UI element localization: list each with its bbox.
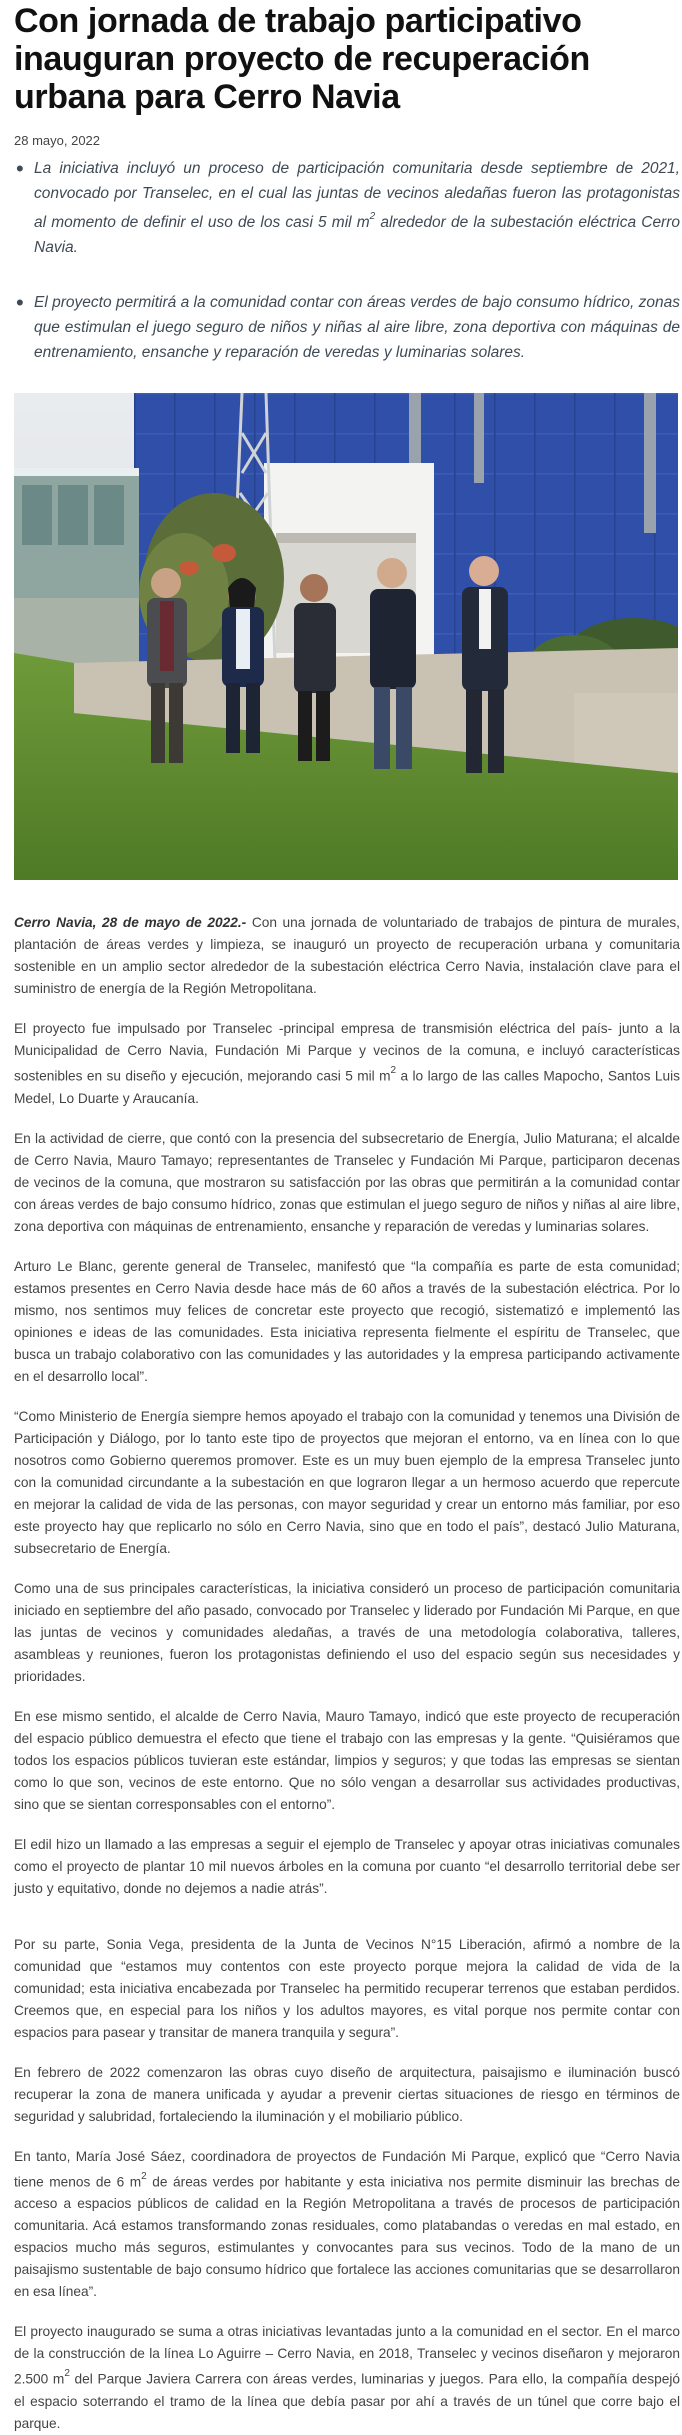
paragraph: Por su parte, Sonia Vega, presidenta de la Junta de Vecinos N°15 Liberación, afirmó a nombre de la comunidad que “estamos muy contentos con este proyecto porque mejora la calidad de vida de la comunidad; esta iniciativa encabezada por Transelec ha permitido recuperar terrenos que estaban perdidos. Creemos que, en especial para los niños y los adultos mayores, es vital porque nos permite contar con espacios para pasear y transitar de manera tranquila y segura”. xyxy=(14,1936,680,2040)
article-date: 28 mayo, 2022 xyxy=(14,133,101,148)
paragraph: El proyecto inaugurado se suma a otras iniciativas levantadas junto a la comunidad en el sector. En el marco de la construcción de la línea Lo Aguirre – Cerro Navia, en 2018, Transelec y vecinos diseñaron y mejoraron 2.500 $m^2$ del Parque Javiera Carrera con áreas verdes, luminarias y juegos. Para ello, la compañía despejó el espacio soterrando el tramo de la línea que debía pasar por ahí a través de un túnel que corre bajo el parque. xyxy=(14,2324,680,2431)
paragraph: “Como Ministerio de Energía siempre hemos apoyado el trabajo con la comunidad y tenemos una División de Participación y Diálogo, por lo tanto este tipo de proyectos que mejoran el entorno, va en línea con lo que nosotros como Gobierno queremos promover. Este es un muy buen ejemplo de la empresa Transelec junto con la comunidad circundante a la subestación en que lograron llegar a un hermoso acuerdo que repercute en mejorar la calidad de vida de las personas, con mayor seguridad y crear un entorno más familiar, por eso este proyecto hay que replicarlo no sólo en Cerro Navia, sino que en todo el país”, destacó Julio Maturana, subsecretario de Energía. xyxy=(14,1408,680,1556)
paragraph: El edil hizo un llamado a las empresas a seguir el ejemplo de Transelec y apoyar otras iniciativas comunales como el proyecto de plantar 10 mil nuevos árboles en la comuna por cuanto “el desarrollo territorial debe ser justo y equitativo, donde no dejemos a nadie atrás”. xyxy=(14,1836,680,1896)
paragraph: En febrero de 2022 comenzaron las obras cuyo diseño de arquitectura, paisajismo e iluminación buscó recuperar la zona de manera unificada y ayudar a prevenir ciertas situaciones de riesgo en términos de seguridad y salubridad, fortaleciendo la iluminación y el mobiliario público. xyxy=(14,2064,680,2124)
article-photo xyxy=(14,393,678,880)
paragraph: Arturo Le Blanc, gerente general de Transelec, manifestó que “la compañía es parte de esta comunidad; estamos presentes en Cerro Navia desde hace más de 60 años a través de la subestación eléctrica. Por lo mismo, nos sentimos muy felices de concretar este proyecto que recogió, sistematizó e implementó las opiniones e ideas de las comunidades. Esta iniciativa representa fielmente el espíritu de Transelec, que busca un trabajo colaborativo con las comunidades y las autoridades y la empresa participando activamente en el desarrollo local”. xyxy=(14,1258,680,1384)
summary-bullet: • La iniciativa incluyó un proceso de participación comunitaria desde septiembre de 2021, convocado por Transelec, en el cual las juntas de vecinos aledañas fueron las protagonistas al momento de definir el uso de los casi 5 mil $m^2$ alrededor de la subestación eléctrica Cerro Navia. xyxy=(34,156,680,260)
paragraph: En ese mismo sentido, el alcalde de Cerro Navia, Mauro Tamayo, indicó que este proyecto de recuperación del espacio público demuestra el efecto que tiene el trabajo con las empresas y la gente. “Quisiéramos que todos los espacios públicos tuvieran este estándar, limpios y seguros; y que todas las empresas se sientan como lo que son, vecinos de este entorno. Que no sólo vengan a desarrollar sus actividades productivas, sino que se sientan corresponsables con el entorno”. xyxy=(14,1708,680,1812)
summary-bullet: • El proyecto permitirá a la comunidad contar con áreas verdes de bajo consumo hídrico, zonas que estimulan el juego seguro de niños y niñas al aire libre, zona deportiva con máquinas de entrenamiento, ensanche y reparación de veredas y luminarias solares. xyxy=(34,290,680,365)
article-body xyxy=(14,912,680,2435)
paragraph: En la actividad de cierre, que contó con la presencia del subsecretario de Energía, Julio Maturana; el alcalde de Cerro Navia, Mauro Tamayo; representantes de Transelec y Fundación Mi Parque, participaron decenas de vecinos de la comuna, que mostraron su satisfacción por las obras que permitirán a la comunidad contar con áreas verdes de bajo consumo hídrico, zonas que estimulan el juego seguro de niños y niñas al aire libre, zona deportiva con máquinas de entrenamiento, ensanche y reparación de veredas y luminarias solares. xyxy=(14,1130,680,1234)
paragraph: El proyecto fue impulsado por Transelec -principal empresa de transmisión eléctrica del país- junto a la Municipalidad de Cerro Navia, Fundación Mi Parque y vecinos de la comuna, e incluyó características sostenibles en su diseño y ejecución, mejorando casi 5 mil $m^2$ a lo largo de las calles Mapocho, Santos Luis Medel, Lo Duarte y Araucanía. xyxy=(14,1021,680,1106)
paragraph: En tanto, María José Sáez, coordinadora de proyectos de Fundación Mi Parque, explicó que “Cerro Navia tiene menos de 6 $m^2$ de áreas verdes por habitante y esta iniciativa nos permite disminuir las brechas de acceso a espacios públicos de calidad en la Región Metropolitana a través de procesos de participación comunitaria. Acá estamos transformando zonas residuales, como platabandas o veredas en mal estado, en espacios mucho más seguros, estimulantes y convocantes para sus vecinos. Todo de la mano de un paisajismo sustentable de bajo consumo hídrico que fortalece las acciones comunitarias que se desarrollaron en esa línea”. xyxy=(14,2148,680,2300)
summary-bullets xyxy=(14,156,680,365)
paragraph: Cerro Navia, 28 de mayo de 2022.- Con una jornada de voluntariado de trabajos de pintura de murales, plantación de áreas verdes y limpieza, se inauguró un proyecto de recuperación urbana y comunitaria sostenible en un amplio sector alrededor de la subestación eléctrica Cerro Navia, instalación clave para el suministro de energía de la Región Metropolitana. xyxy=(14,915,680,997)
paragraph: Como una de sus principales características, la iniciativa consideró un proceso de participación comunitaria iniciado en septiembre del año pasado, convocado por Transelec y liderado por Fundación Mi Parque, en que las juntas de vecinos y comunidades aledañas, a través de una metodología colaborativa, talleres, asambleas y reuniones, fueron los protagonistas definiendo el uso del espacio según sus necesidades y prioridades. xyxy=(14,1580,680,1684)
article-title: Con jornada de trabajo participativo inauguran proyecto de recuperación urbana para Cerro Navia xyxy=(14,2,590,116)
